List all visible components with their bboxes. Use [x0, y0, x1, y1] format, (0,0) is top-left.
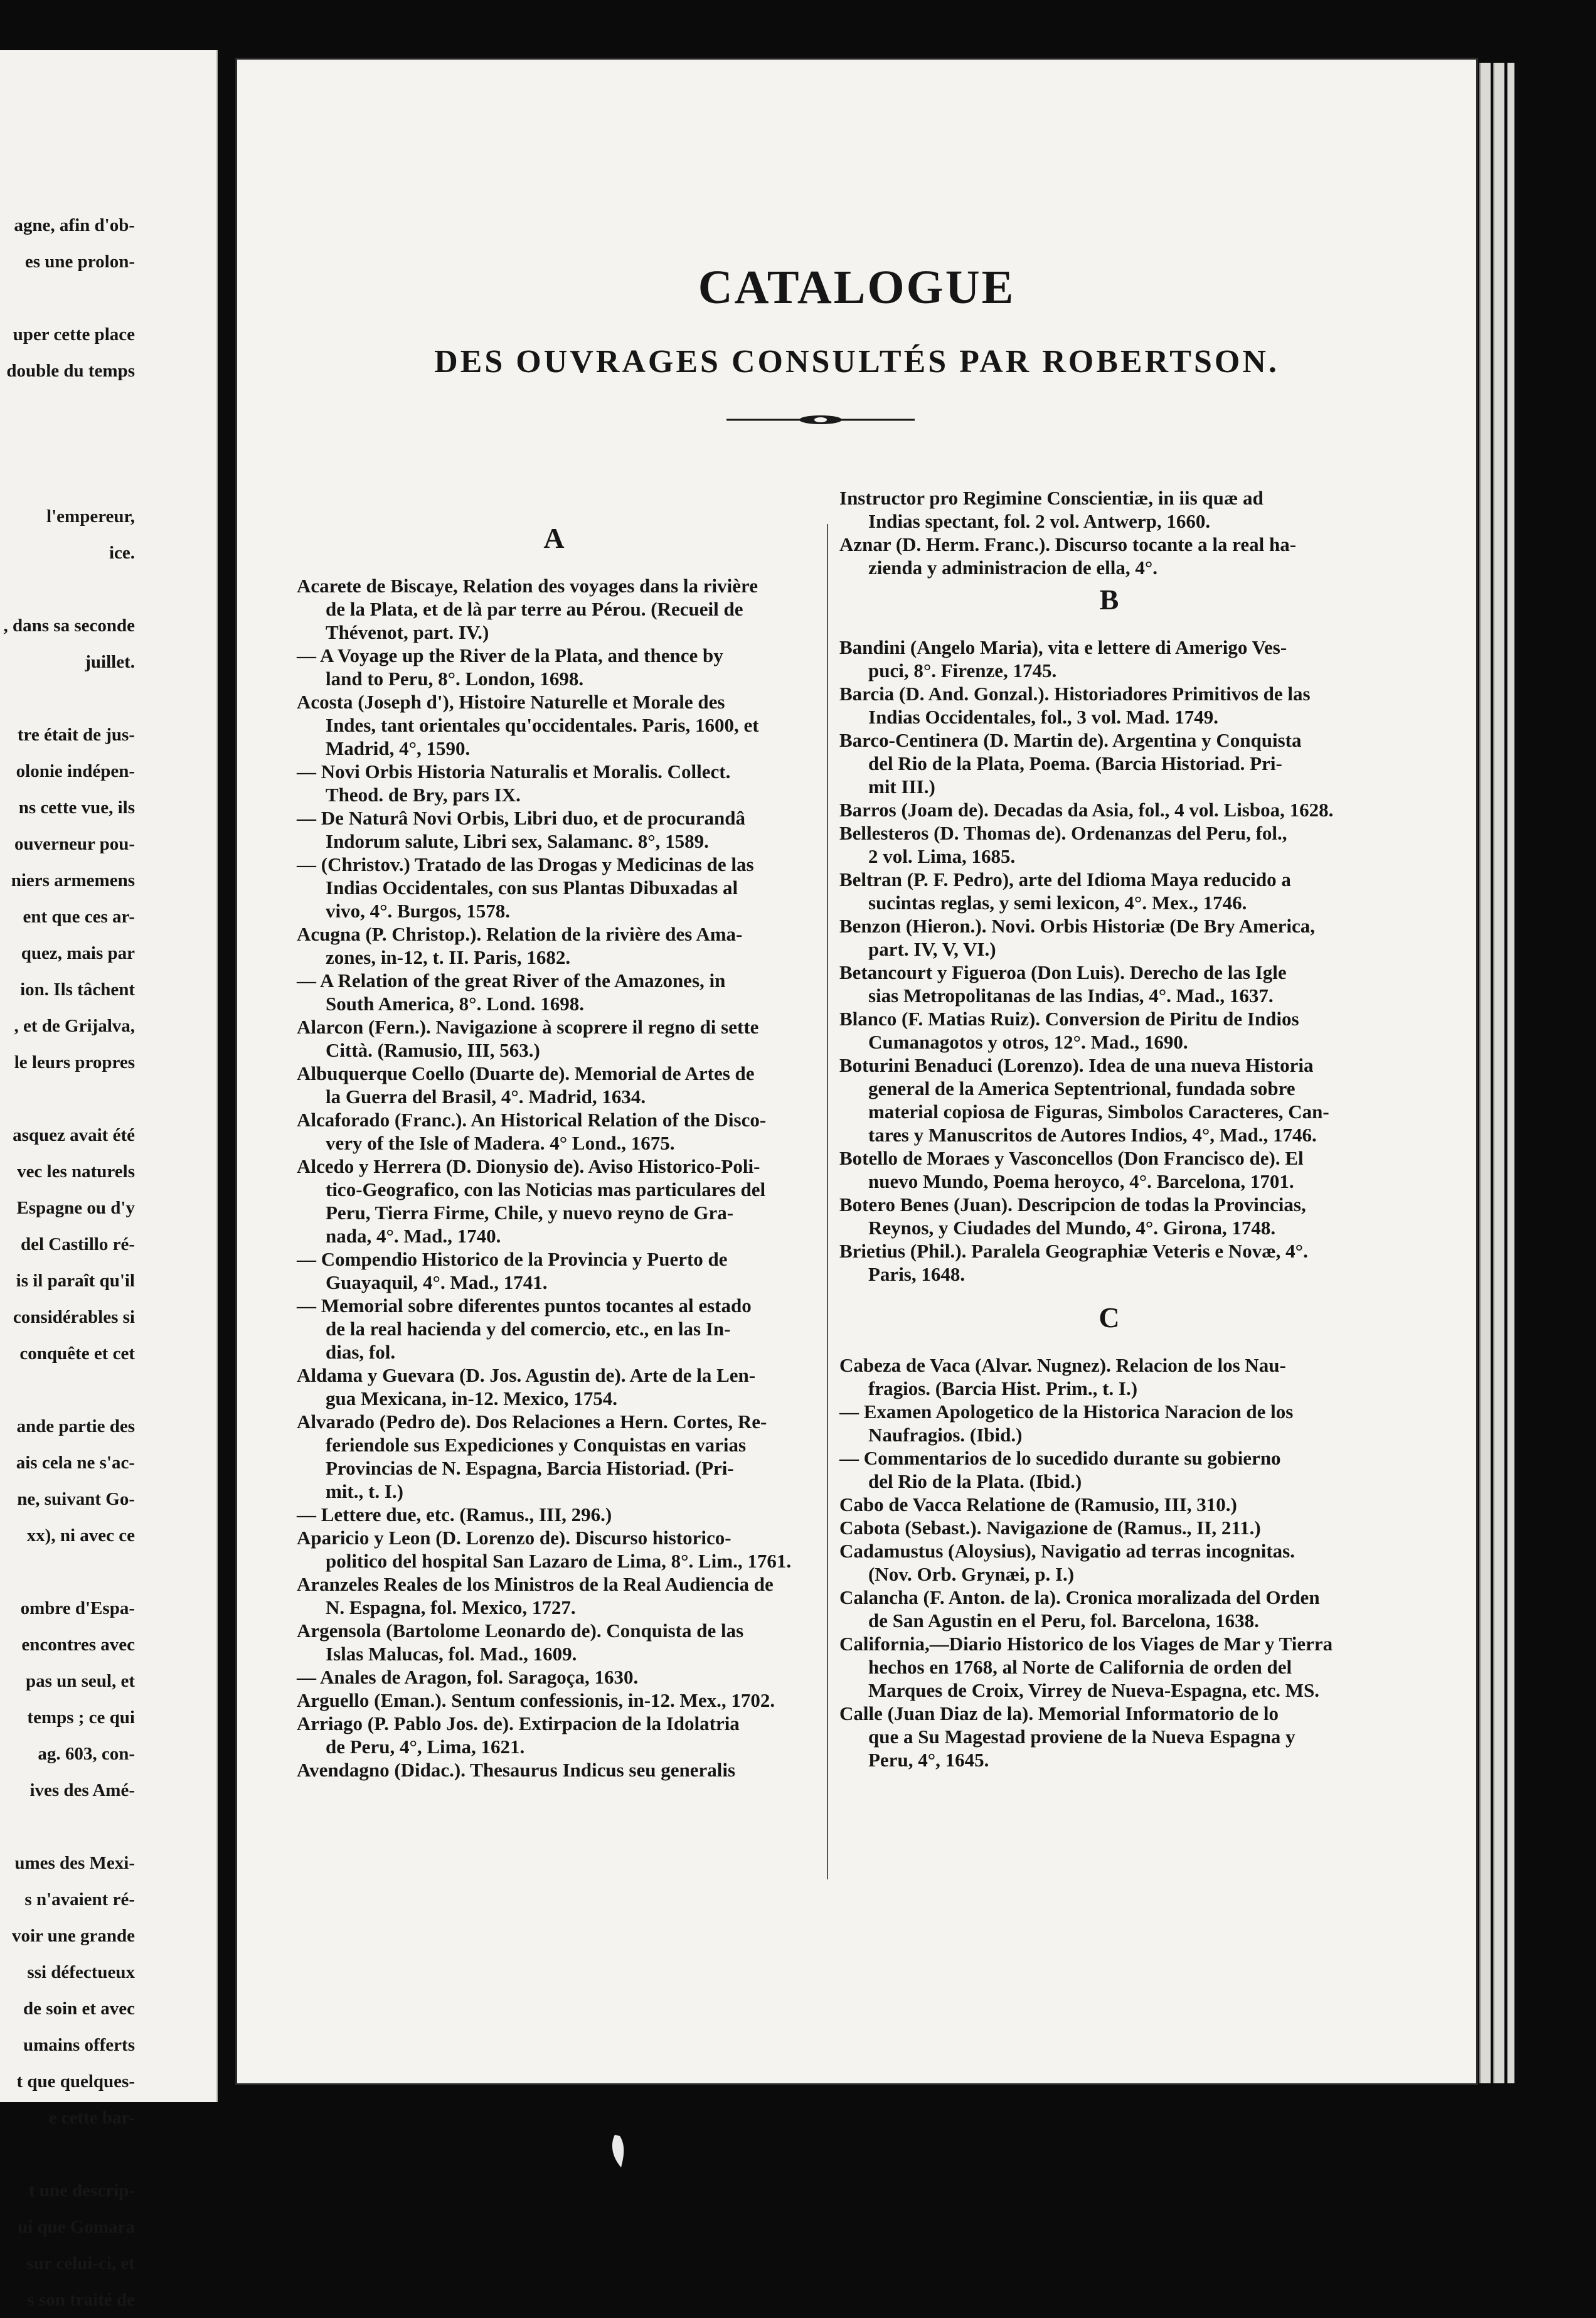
entry-line: Cadamustus (Aloysius), Navigatio ad terras incognitas.: [839, 1540, 1295, 1562]
entry-line: Aznar (D. Herm. Franc.). Discurso tocante a la real ha-: [839, 533, 1297, 555]
entry-line: de la Plata, et de là par terre au Pérou. (Recueil de: [326, 598, 743, 620]
entry-line: material copiosa de Figuras, Simbolos Caracteres, Can-: [868, 1101, 1329, 1123]
entry-line: mit., t. I.): [326, 1480, 403, 1502]
entry-line: Cabota (Sebast.). Navigazione de (Ramus., II, 211.): [839, 1517, 1261, 1539]
section-letter: B: [1099, 584, 1119, 616]
entry-line: Alcedo y Herrera (D. Dionysio de). Aviso Historico-Poli-: [297, 1155, 760, 1177]
entry-line: Marques de Croix, Virrey de Nueva-Espagna, etc. MS.: [868, 1679, 1319, 1701]
entry-line: Blanco (F. Matias Ruiz). Conversion de Piritu de Indios: [839, 1008, 1299, 1030]
entry-line: Bandini (Angelo Maria), vita e lettere di Amerigo Ves-: [839, 636, 1287, 658]
entry-line: — A Relation of the great River of the Amazones, in: [297, 969, 726, 991]
facing-page-line: ui que Gomara: [18, 2217, 135, 2237]
entry-line: puci, 8°. Firenze, 1745.: [868, 660, 1057, 681]
catalogue-entry: [839, 1400, 1293, 1446]
catalogue-entry: [839, 1632, 1333, 1702]
entry-line: Cabo de Vacca Relatione de (Ramusio, III, 310.): [839, 1493, 1237, 1515]
entry-line: very of the Isle of Madera. 4° Lond., 1675.: [326, 1132, 675, 1154]
facing-page-line: [0, 571, 216, 607]
facing-page-line: ives des Amé-: [29, 1780, 135, 1800]
catalogue-entry: [297, 1015, 758, 1062]
facing-page-line: [0, 680, 216, 717]
facing-page-line: pas un seul, et: [25, 1671, 135, 1691]
facing-page-line: Espagne ou d'y: [16, 1198, 135, 1218]
catalogue-entry: [839, 868, 1291, 914]
catalogue-entry: [297, 1573, 774, 1619]
facing-page-line: [0, 425, 216, 462]
entry-line: Aldama y Guevara (D. Jos. Agustin de). Arte de la Len-: [297, 1364, 756, 1386]
entry-line: Barros (Joam de). Decadas da Asia, fol., 4 vol. Lisboa, 1628.: [839, 799, 1334, 821]
ornament-divider-icon: [726, 412, 915, 427]
entry-line: — De Naturâ Novi Orbis, Libri duo, et de procurandâ: [297, 807, 746, 829]
catalogue-entry: [297, 644, 723, 690]
entry-line: Arriago (P. Pablo Jos. de). Extirpacion de la Idolatria: [297, 1712, 740, 1734]
entry-line: — Memorial sobre diferentes puntos tocantes al estado: [297, 1295, 752, 1317]
entry-line: Arguello (Eman.). Sentum confessionis, in-12. Mex., 1702.: [297, 1689, 775, 1711]
entry-line: Guayaquil, 4°. Mad., 1741.: [326, 1271, 548, 1293]
entry-line: Calle (Juan Diaz de la). Memorial Informatorio de lo: [839, 1702, 1279, 1724]
facing-page-line: ns cette vue, ils: [18, 798, 135, 818]
facing-page-line: s n'avaient ré-: [24, 1889, 135, 1909]
entry-line: — A Voyage up the River de la Plata, and thence by: [297, 644, 723, 666]
facing-page-line: considérables si: [13, 1307, 135, 1327]
facing-page-line: ice.: [109, 543, 135, 563]
section-letter: A: [543, 522, 565, 554]
catalogue-entry: [839, 821, 1287, 868]
entry-line: del Rio de la Plata, Poema. (Barcia Historiad. Pri-: [868, 752, 1282, 774]
catalogue-entry: [839, 1702, 1295, 1771]
catalogue-entry: [839, 682, 1311, 729]
facing-page-line: [0, 1081, 216, 1117]
facing-page-line: [0, 389, 216, 425]
catalogue-entry: [839, 486, 1264, 533]
facing-page-line: is il paraît qu'il: [16, 1271, 135, 1291]
entry-line: tares y Manuscritos de Autores Indios, 4°, Mad., 1746.: [868, 1124, 1317, 1146]
entry-line: — Novi Orbis Historia Naturalis et Moralis. Collect.: [297, 761, 731, 782]
catalogue-entry: [839, 533, 1296, 579]
section-letter: C: [1099, 1301, 1120, 1333]
facing-page-line: conquête et cet: [19, 1343, 135, 1364]
entry-line: Theod. de Bry, pars IX.: [326, 784, 521, 806]
catalogue-entry: [297, 1665, 638, 1689]
facing-page-line: niers armemens: [11, 870, 135, 890]
entry-line: Bellesteros (D. Thomas de). Ordenanzas del Peru, fol.,: [839, 822, 1287, 844]
entry-line: Naufragios. (Ibid.): [868, 1424, 1023, 1446]
entry-line: del Rio de la Plata. (Ibid.): [868, 1470, 1082, 1492]
entry-line: Barcia (D. And. Gonzal.). Historiadores Primitivos de las: [839, 683, 1311, 705]
facing-page-line: ne, suivant Go-: [17, 1489, 135, 1509]
page-edge: [1493, 63, 1504, 2083]
entry-line: — Examen Apologetico de la Historica Naracion de los: [839, 1401, 1294, 1423]
catalogue-entry: [297, 1364, 755, 1410]
entry-line: Indias Occidentales, con sus Plantas Dibuxadas al: [326, 877, 738, 899]
catalogue-entry: [297, 574, 758, 644]
entry-line: Calancha (F. Anton. de la). Cronica moralizada del Orden: [839, 1586, 1320, 1608]
entry-line: Avendagno (Didac.). Thesaurus Indicus seu generalis: [297, 1759, 736, 1781]
catalogue-entry: [297, 1247, 728, 1294]
entry-line: Islas Malucas, fol. Mad., 1609.: [326, 1643, 577, 1665]
catalogue-entry: [297, 1689, 775, 1712]
entry-line: tico-Geografico, con las Noticias mas particulares del: [326, 1178, 766, 1200]
catalogue-entry: [839, 1446, 1281, 1493]
facing-page-line: [0, 462, 216, 498]
entry-line: Cabeza de Vaca (Alvar. Nugnez). Relacion de los Nau-: [839, 1354, 1286, 1376]
catalogue-entry: [297, 690, 759, 760]
entry-line: Thévenot, part. IV.): [326, 621, 489, 643]
catalogue-entry: [297, 1526, 791, 1573]
entry-line: — (Christov.) Tratado de las Drogas y Medicinas de las: [297, 853, 754, 875]
entry-line: sias Metropolitanas de las Indias, 4°. Mad., 1637.: [868, 985, 1274, 1007]
catalogue-entry: [839, 798, 1333, 821]
entry-line: Alarcon (Fern.). Navigazione à scoprere il regno di sette: [297, 1016, 759, 1038]
facing-page-text: [0, 207, 216, 2318]
entry-line: — Lettere due, etc. (Ramus., III, 296.): [297, 1503, 612, 1525]
catalogue-entry: [839, 914, 1315, 961]
entry-line: (Nov. Orb. Grynæi, p. I.): [868, 1563, 1075, 1585]
facing-page-line: umes des Mexi-: [14, 1853, 135, 1873]
entry-line: — Anales de Aragon, fol. Saragoça, 1630.: [297, 1666, 639, 1688]
entry-line: Provincias de N. Espagna, Barcia Historiad. (Pri-: [326, 1457, 734, 1479]
catalogue-entry: [839, 636, 1287, 682]
entry-line: general de la America Septentrional, fundada sobre: [868, 1077, 1295, 1099]
entry-line: Instructor pro Regimine Conscientiæ, in iis quæ ad: [839, 487, 1264, 509]
entry-line: Acarete de Biscaye, Relation des voyages dans la rivière: [297, 575, 758, 597]
catalogue-entry: [839, 1054, 1329, 1146]
catalogue-entry: [839, 1007, 1299, 1054]
catalogue-entry: [297, 1062, 755, 1108]
entry-line: dias, fol.: [326, 1341, 396, 1363]
entry-line: hechos en 1768, al Norte de California de orden del: [868, 1656, 1292, 1678]
entry-line: land to Peru, 8°. London, 1698.: [326, 668, 584, 690]
catalogue-entry: [297, 1758, 735, 1781]
entry-line: de Peru, 4°, Lima, 1621.: [326, 1736, 525, 1758]
facing-page-line: ent que ces ar-: [23, 907, 135, 927]
facing-page-line: l'empereur,: [46, 506, 135, 526]
facing-page-line: tre était de jus-: [17, 725, 135, 745]
page-mark-icon: [607, 2132, 632, 2170]
catalogue-entry: [839, 1586, 1320, 1632]
facing-page-line: de soin et avec: [23, 1999, 135, 2019]
entry-line: nada, 4°. Mad., 1740.: [326, 1225, 501, 1247]
catalogue-entry: [839, 1539, 1295, 1586]
entry-line: Madrid, 4°, 1590.: [326, 737, 471, 759]
facing-page-line: xx), ni avec ce: [26, 1525, 135, 1546]
catalogue-entry: [839, 1193, 1306, 1239]
entry-line: Indias Occidentales, fol., 3 vol. Mad. 1749.: [868, 706, 1219, 728]
facing-page-line: del Castillo ré-: [20, 1234, 135, 1254]
facing-page-line: [0, 1372, 216, 1408]
entry-line: Acugna (P. Christop.). Relation de la rivière des Ama-: [297, 923, 743, 945]
catalogue-entry: [297, 1155, 765, 1247]
entry-line: politico del hospital San Lazaro de Lima, 8°. Lim., 1761.: [326, 1550, 792, 1572]
catalogue-entry: [839, 1516, 1261, 1539]
facing-page-line: t une descrip-: [28, 2181, 135, 2201]
entry-line: Alvarado (Pedro de). Dos Relaciones a Hern. Cortes, Re-: [297, 1411, 767, 1433]
facing-page-line: [0, 1554, 216, 1590]
entry-line: que a Su Magestad proviene de la Nueva Espagna y: [868, 1726, 1295, 1748]
facing-page-line: sur celui-ci, et: [26, 2253, 135, 2273]
facing-page-line: ouverneur pou-: [14, 834, 135, 854]
catalogue-entry: [839, 1354, 1286, 1400]
catalogue-entry: [297, 853, 754, 922]
entry-line: zienda y administracion de ella, 4°.: [868, 557, 1158, 579]
entry-line: feriendole sus Expediciones y Conquistas en varias: [326, 1434, 747, 1456]
catalogue-entry: [297, 760, 730, 806]
entry-line: Argensola (Bartolome Leonardo de). Conquista de las: [297, 1620, 744, 1642]
facing-page-line: ssi défectueux: [27, 1962, 135, 1982]
entry-line: Alcaforado (Franc.). An Historical Relation of the Disco-: [297, 1109, 767, 1131]
page-title: CATALOGUE: [698, 261, 1016, 314]
facing-page-line: , dans sa seconde: [3, 616, 135, 636]
catalogue-entry: [297, 922, 742, 969]
facing-page-line: [0, 1808, 216, 1845]
catalogue-entry: [297, 806, 745, 853]
entry-line: Indorum salute, Libri sex, Salamanc. 8°, 1589.: [326, 830, 709, 852]
facing-page-line: ion. Ils tâchent: [20, 980, 135, 1000]
facing-page-line: ande partie des: [16, 1416, 135, 1436]
facing-page: [0, 50, 218, 2310]
entry-line: de San Agustin en el Peru, fol. Barcelona, 1638.: [868, 1610, 1259, 1632]
entry-line: N. Espagna, fol. Mexico, 1727.: [326, 1596, 576, 1618]
entry-line: Albuquerque Coello (Duarte de). Memorial de Artes de: [297, 1062, 755, 1084]
entry-line: South America, 8°. Lond. 1698.: [326, 993, 584, 1015]
catalogue-entry: [839, 729, 1302, 798]
facing-page-line: e cette bar-: [48, 2108, 135, 2128]
entry-line: Brietius (Phil.). Paralela Geographiæ Veteris e Novæ, 4°.: [839, 1240, 1308, 1262]
entry-line: Benzon (Hieron.). Novi. Orbis Historiæ (De Bry America,: [839, 915, 1315, 937]
facing-page-line: agne, afin d'ob-: [14, 215, 135, 235]
entry-line: Botero Benes (Juan). Descripcion de todas la Provincias,: [839, 1194, 1306, 1215]
facing-page-line: t que quelques-: [16, 2071, 135, 2091]
entry-line: Betancourt y Figueroa (Don Luis). Derecho de las Igle: [839, 961, 1287, 983]
catalogue-entry: [839, 1146, 1304, 1193]
entry-line: part. IV, V, VI.): [868, 938, 996, 960]
entry-line: Indes, tant orientales qu'occidentales. Paris, 1600, et: [326, 714, 759, 736]
facing-page-line: olonie indépen-: [16, 761, 135, 781]
entry-line: de la real hacienda y del comercio, etc., en las In-: [326, 1318, 731, 1340]
catalogue-entry: [297, 1108, 766, 1155]
entry-line: Città. (Ramusio, III, 563.): [326, 1039, 540, 1061]
entry-line: sucintas reglas, y semi lexicon, 4°. Mex., 1746.: [868, 892, 1247, 914]
facing-page-line: voir une grande: [11, 1926, 135, 1946]
catalogue-entry: [839, 1493, 1237, 1516]
entry-line: — Compendio Historico de la Provincia y Puerto de: [297, 1248, 728, 1270]
entry-line: gua Mexicana, in-12. Mexico, 1754.: [326, 1387, 617, 1409]
catalogue-entry: [839, 961, 1287, 1007]
facing-page-line: ombre d'Espa-: [20, 1598, 135, 1618]
entry-line: California,—Diario Historico de los Viages de Mar y Tierra: [839, 1633, 1333, 1655]
facing-page-line: ais cela ne s'ac-: [16, 1453, 135, 1473]
catalogue-entry: [297, 1619, 743, 1665]
entry-line: mit III.): [868, 776, 935, 798]
catalogue-entry: [297, 1294, 752, 1364]
catalogue-entry: [297, 1503, 612, 1526]
facing-page-line: [0, 2136, 216, 2172]
entry-line: Peru, Tierra Firme, Chile, y nuevo reyno de Gra-: [326, 1202, 734, 1224]
entry-line: — Commentarios de lo sucedido durante su gobierno: [839, 1447, 1281, 1469]
entry-line: vivo, 4°. Burgos, 1578.: [326, 900, 511, 922]
entry-line: zones, in-12, t. II. Paris, 1682.: [326, 946, 571, 968]
facing-page-line: temps ; ce qui: [27, 1707, 135, 1728]
entry-line: Aranzeles Reales de los Ministros de la Real Audiencia de: [297, 1573, 774, 1595]
facing-page-line: ag. 603, con-: [38, 1744, 135, 1764]
catalogue-entry: [839, 1239, 1308, 1286]
facing-page-line: [0, 280, 216, 316]
entry-line: Paris, 1648.: [868, 1263, 966, 1285]
entry-line: Aparicio y Leon (D. Lorenzo de). Discurso historico-: [297, 1527, 732, 1549]
page-edge: [1507, 63, 1514, 2083]
entry-line: Barco-Centinera (D. Martin de). Argentina y Conquista: [839, 729, 1302, 751]
facing-page-line: quez, mais par: [21, 943, 135, 963]
facing-page-line: vec les naturels: [17, 1162, 135, 1182]
column-rule: [827, 524, 828, 1879]
facing-page-line: le leurs propres: [14, 1052, 135, 1072]
facing-page-line: umains offerts: [23, 2035, 135, 2055]
entry-line: Boturini Benaduci (Lorenzo). Idea de una nueva Historia: [839, 1054, 1314, 1076]
entry-line: Beltran (P. F. Pedro), arte del Idioma Maya reducido a: [839, 868, 1291, 890]
entry-line: la Guerra del Brasil, 4°. Madrid, 1634.: [326, 1086, 646, 1108]
catalogue-entry: [297, 969, 725, 1015]
entry-line: Indias spectant, fol. 2 vol. Antwerp, 1660.: [868, 510, 1211, 532]
entry-line: Acosta (Joseph d'), Histoire Naturelle et Morale des: [297, 691, 725, 713]
facing-page-line: double du temps: [6, 361, 135, 381]
facing-page-line: , et de Grijalva,: [14, 1016, 135, 1036]
entry-line: Reynos, y Ciudades del Mundo, 4°. Girona, 1748.: [868, 1217, 1276, 1239]
entry-line: Botello de Moraes y Vasconcellos (Don Francisco de). El: [839, 1147, 1304, 1169]
entry-line: nuevo Mundo, Poema heroyco, 4°. Barcelona, 1701.: [868, 1170, 1294, 1192]
catalogue-page: [235, 58, 1478, 2085]
facing-page-line: s son traité de: [27, 2290, 135, 2310]
page-edge: [1479, 63, 1491, 2083]
entry-line: Peru, 4°, 1645.: [868, 1749, 989, 1771]
facing-page-line: juillet.: [85, 652, 135, 672]
catalogue-entry: [297, 1712, 740, 1758]
facing-page-line: es une prolon-: [24, 252, 135, 272]
entry-line: 2 vol. Lima, 1685.: [868, 845, 1016, 867]
facing-page-line: uper cette place: [13, 324, 135, 344]
facing-page-line: asquez avait été: [13, 1125, 135, 1145]
entry-line: Cumanagotos y otros, 12°. Mad., 1690.: [868, 1031, 1188, 1053]
facing-page-line: encontres avec: [21, 1635, 135, 1655]
entry-line: fragios. (Barcia Hist. Prim., t. I.): [868, 1377, 1138, 1399]
catalogue-entry: [297, 1410, 767, 1503]
page-subtitle: DES OUVRAGES CONSULTÉS PAR ROBERTSON.: [434, 344, 1279, 380]
